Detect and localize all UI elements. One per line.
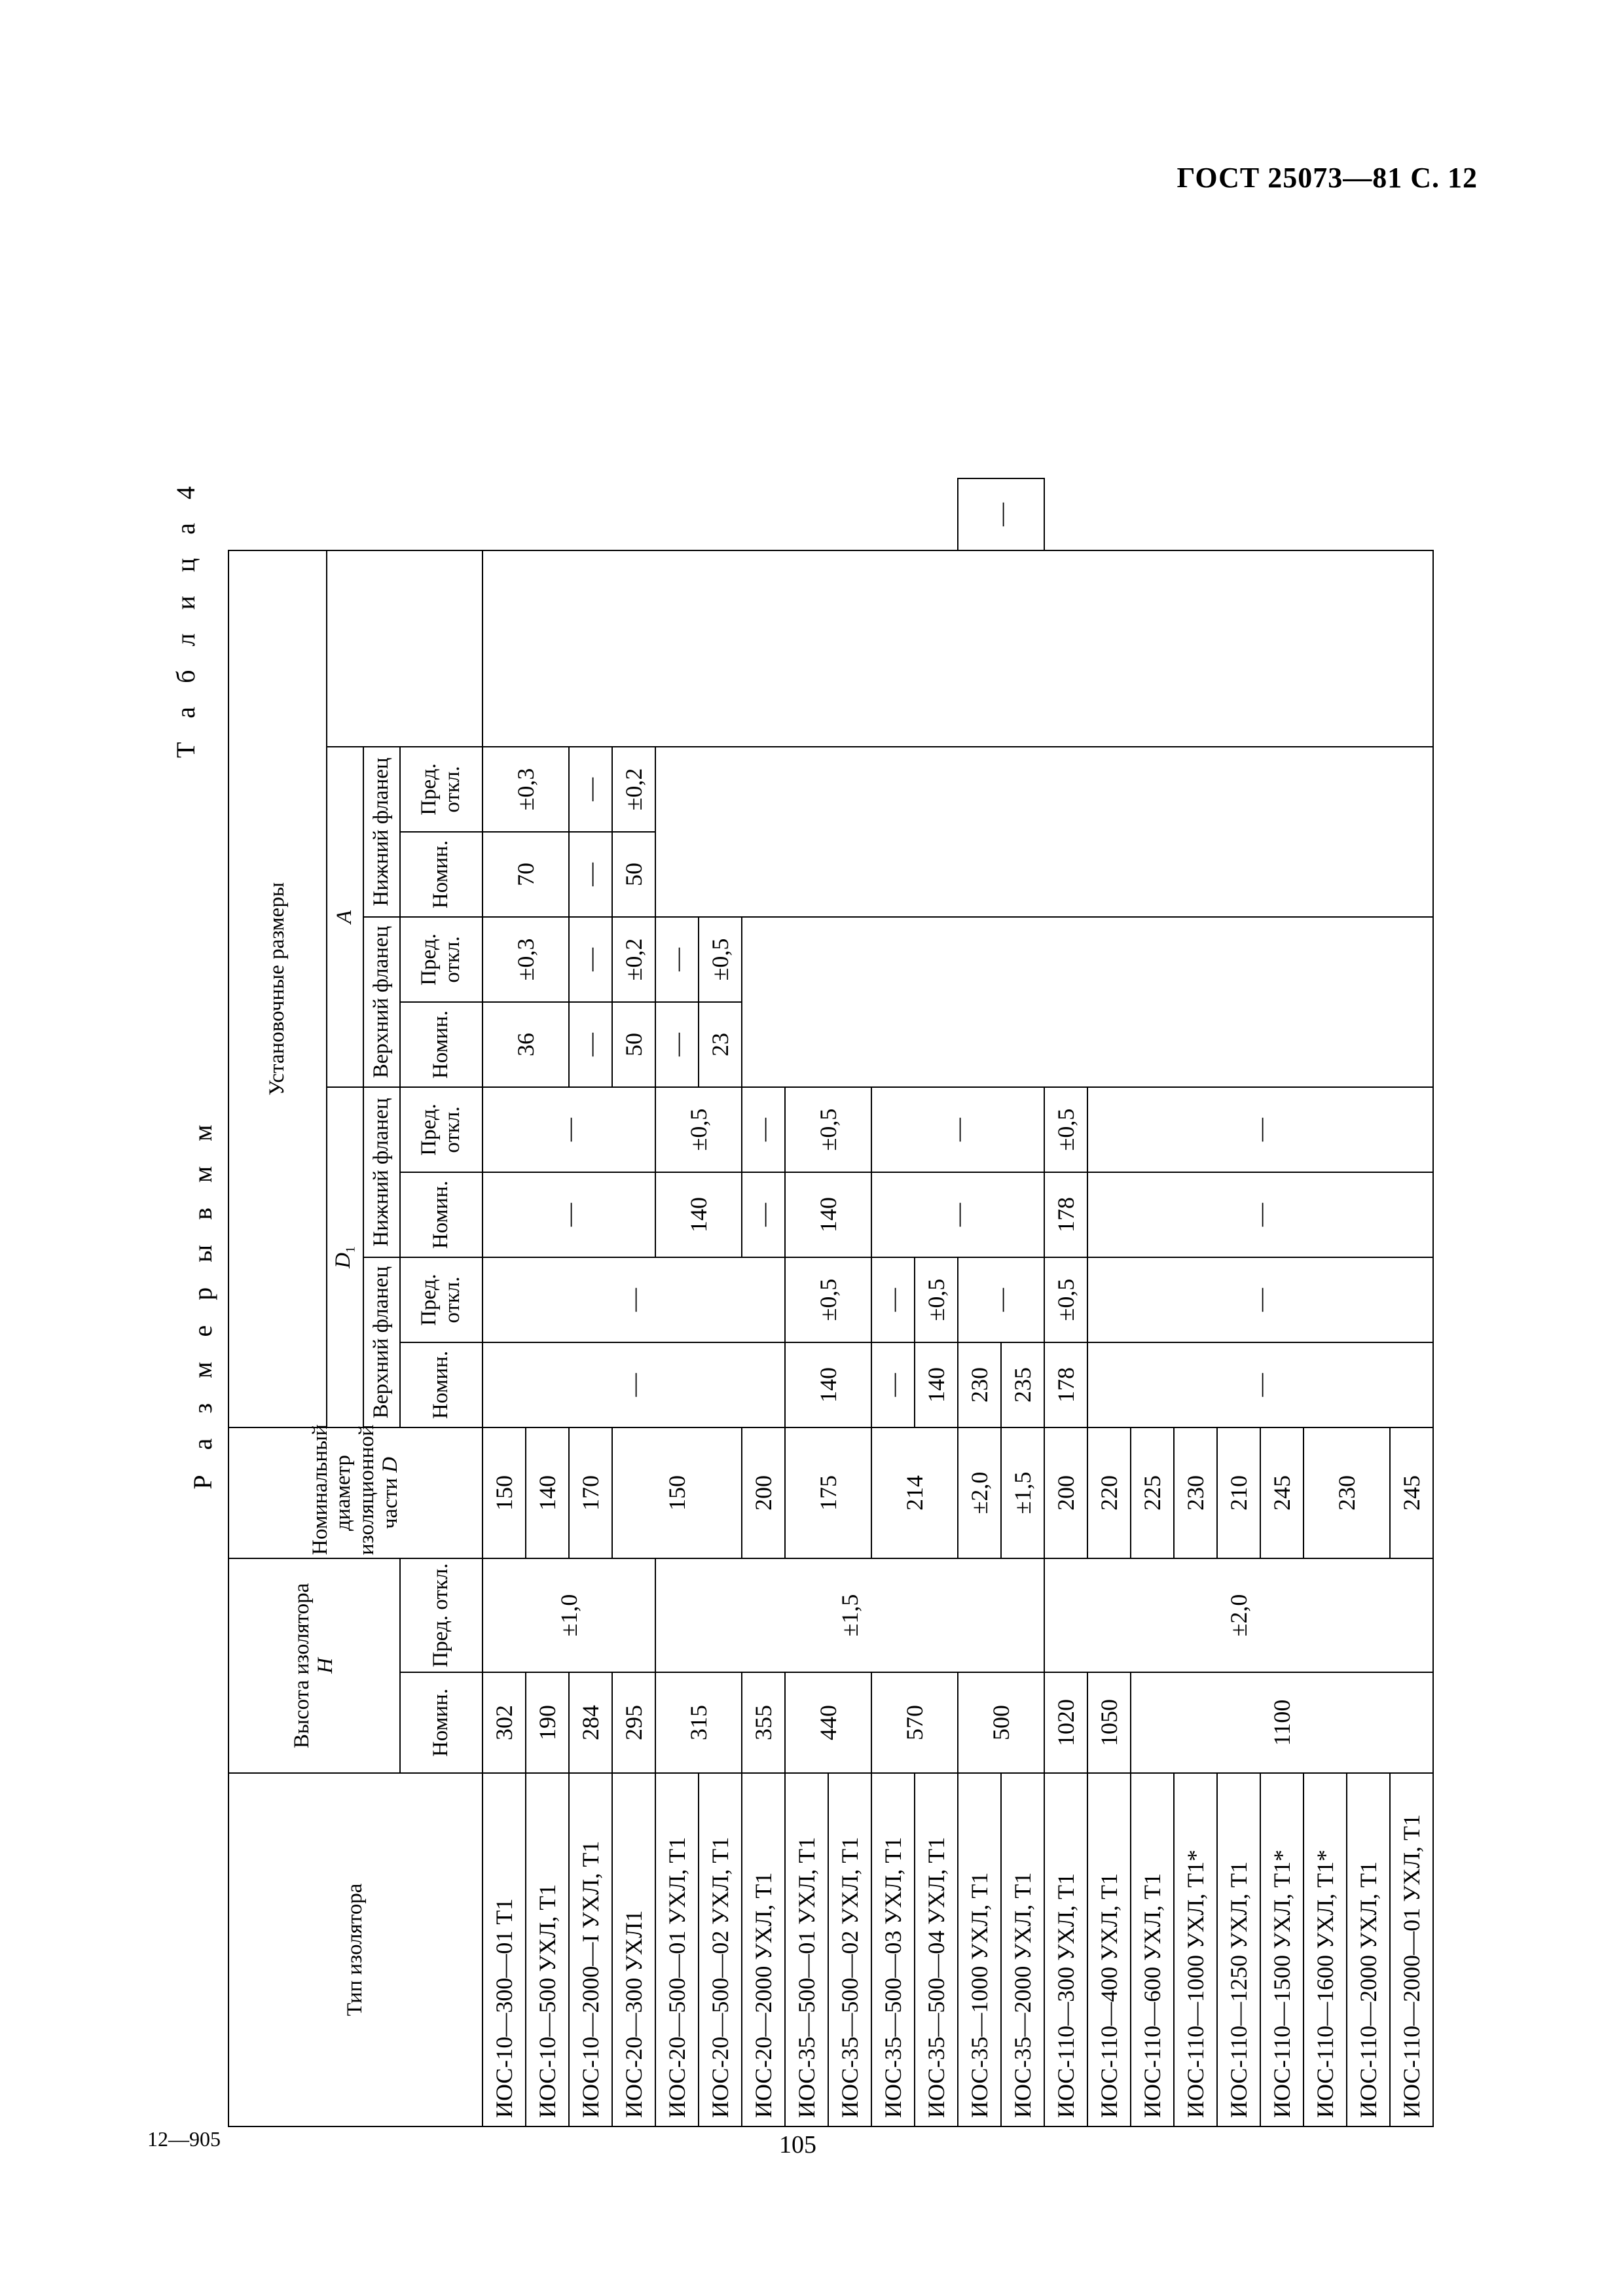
units-caption: Р а з м е р ы в м м bbox=[188, 1115, 217, 1490]
table-row: ИОС-110—1500 УХЛ, Т1* 245 bbox=[1260, 478, 1304, 2126]
header-d1-lower: Нижний фланец bbox=[363, 1087, 400, 1257]
table-row: ИОС-35—500—02 УХЛ, Т1 bbox=[828, 478, 871, 2126]
table-row: ИОС-35—500—03 УХЛ, Т1 570 214 — — — — bbox=[871, 478, 915, 2126]
rotated-table-block bbox=[171, 478, 1480, 2127]
table-row: ИОС-10—300—01 Т1 302 ±1,0 150 — — — — 36 ±0,3 70 ±0,3 bbox=[483, 478, 526, 2126]
table-row: ИОС-35—500—01 УХЛ, Т1 440 175 140 ±0,5 140 ±0,5 bbox=[785, 478, 828, 2126]
page-number: 105 bbox=[779, 2131, 816, 2159]
table-row: ИОС-110—2000 УХЛ, Т1 bbox=[1347, 478, 1390, 2126]
header-install: Установочные размеры bbox=[228, 550, 327, 1427]
table-row: ИОС-110—2000—01 УХЛ, Т1 245 bbox=[1390, 478, 1433, 2126]
table-row: ИОС-20—500—01 УХЛ, Т1 315 ±1,5 140 ±0,5 — — bbox=[655, 478, 699, 2126]
table-row: ИОС-110—400 УХЛ, Т1 1050 220 — — — — bbox=[1087, 478, 1131, 2126]
insulator-table: Тип изолятора Высота изолятора H Номинальный диаметр изоляционной части D Установочные размеры $D_1$ A Верхний фланец Нижний фланец Верхний фланец Нижний фланец Номин. Пред. откл. Номин. Пред. откл. Номин. Пред. откл. Номин. Пред. откл. Номин. Пред. откл. ИОС-10—300—01 Т1 302 ±1,0 150 — — — — 36 ±0,3 70 ±0,3 ИОС-10—500 УХЛ, Т1 190 140 ИОС-10—2000—I УХЛ, Т1 284 170 — — — — ИОС-20—300 УХЛ1 295 150 50 ±0,2 50 ±0,2 ИОС-20—500—01 УХЛ, Т1 315 ±1,5 140 ±0,5 — — ИОС-20—500—02 УХЛ, Т1 23 ±0,5 ИОС-20—2000 УХЛ, Т1 355 200 — — ИОС-35—500—01 УХЛ, Т1 440 175 140 ±0,5 140 ±0,5 ИОС-35—500—02 УХЛ, Т1 ИОС-35—500—03 УХЛ, Т1 570 214 — — — — ИОС-35—500—04 УХЛ, Т1 140 ±0,5 ИОС-35—1000 УХЛ, Т1 500 ±2,0 230 — — ИОС-35—2000 УХЛ, Т1 ±1,5 235 ИОС-110—300 УХЛ, Т1 1020 ±2,0 200 178 ±0,5 178 ±0,5 ИОС-110—400 УХЛ, Т1 1050 220 — — — — ИОС-110—600 УХЛ, Т1 1100 225 ИОС-110—1000 УХЛ, Т1* 230 ИОС-110—1250 УХЛ, Т1 210 ИОС-110—1500 УХЛ, Т1* 245 ИОС-110—1600 УХЛ, Т1* 230 ИОС-110—2000 УХЛ, Т1 ИОС-110—2000—01 УХЛ, Т1 245 bbox=[228, 478, 1434, 2127]
header-a-lower: Нижний фланец bbox=[363, 747, 400, 917]
table-row: ИОС-10—2000—I УХЛ, Т1 284 170 — — — — bbox=[569, 478, 612, 2126]
header-a: A bbox=[327, 747, 363, 1087]
page-header: ГОСТ 25073—81 С. 12 bbox=[1176, 162, 1478, 194]
table-row: ИОС-110—600 УХЛ, Т1 1100 225 bbox=[1131, 478, 1174, 2126]
table-row: ИОС-10—500 УХЛ, Т1 190 140 bbox=[526, 478, 569, 2126]
table-row: ИОС-110—300 УХЛ, Т1 1020 ±2,0 200 178 ±0,5 178 ±0,5 bbox=[1044, 478, 1087, 2126]
table-title: Т а б л и ц а 4 bbox=[171, 478, 200, 759]
table-row: ИОС-35—2000 УХЛ, Т1 ±1,5 235 bbox=[1001, 478, 1044, 2126]
table-row: ИОС-35—500—04 УХЛ, Т1 140 ±0,5 bbox=[915, 478, 958, 2126]
header-type: Тип изолятора bbox=[228, 1773, 483, 2126]
table-row: ИОС-35—1000 УХЛ, Т1 500 ±2,0 230 — — bbox=[958, 478, 1001, 2126]
table-row: ИОС-110—1250 УХЛ, Т1 210 bbox=[1217, 478, 1260, 2126]
table-row: ИОС-110—1000 УХЛ, Т1* 230 bbox=[1174, 478, 1217, 2126]
header-d1-upper: Верхний фланец bbox=[363, 1257, 400, 1427]
header-nominal-diameter: Номинальный диаметр изоляционной части D bbox=[228, 1427, 483, 1558]
header-d1: $D_1$ bbox=[327, 1087, 363, 1427]
header-a-upper: Верхний фланец bbox=[363, 917, 400, 1087]
footer-code: 12—905 bbox=[147, 2127, 221, 2151]
table-row: ИОС-110—1600 УХЛ, Т1* 230 bbox=[1304, 478, 1347, 2126]
table-row: ИОС-20—500—02 УХЛ, Т1 23 ±0,5 bbox=[699, 478, 742, 2126]
header-height: Высота изолятора H bbox=[228, 1558, 400, 1773]
table-row: ИОС-20—300 УХЛ1 295 150 50 ±0,2 50 ±0,2 bbox=[612, 478, 655, 2126]
table-row: ИОС-20—2000 УХЛ, Т1 355 200 — — bbox=[742, 478, 785, 2126]
